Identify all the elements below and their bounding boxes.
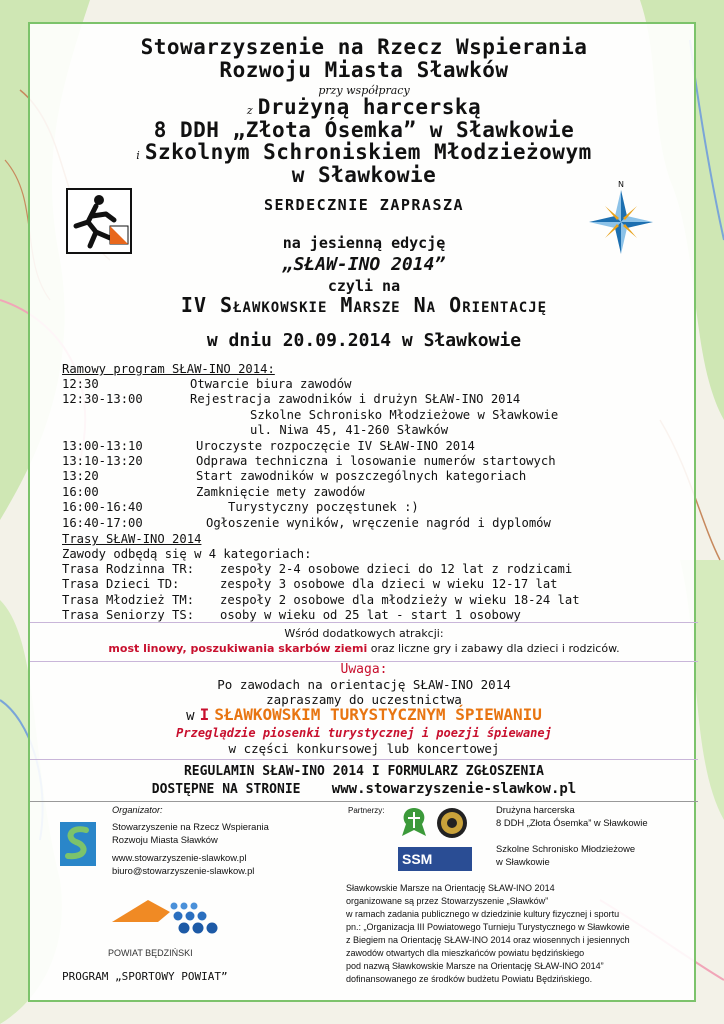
organizer-details — [112, 820, 269, 878]
website-link[interactable]: www.stowarzyszenie-slawkow.pl — [331, 781, 577, 797]
organizer-label: Organizator: — [112, 805, 163, 815]
program-time: 12:30 — [62, 377, 99, 391]
program-time: 16:00 — [62, 484, 99, 499]
program-row — [62, 469, 682, 484]
org-name-line2: Rozwoju Miasta Sławków — [219, 58, 509, 82]
sport-program-label: PROGRAM „SPORTOWY POWIAT” — [62, 970, 228, 983]
program-desc: Rejestracja zawodników i drużyn SŁAW-INO 2014 — [190, 392, 521, 407]
route-name: Trasa Młodzież TM: — [62, 592, 195, 607]
program-desc: Ogłoszenie wyników, wręczenie nagród i dyplomów — [206, 515, 551, 530]
funding-line: pn.: „Organizacja III Powiatowego Turnieju Turystycznego w Sławkowie — [346, 922, 630, 932]
note-line1: Po zawodach na orientację SŁAW-INO 2014 — [217, 677, 511, 692]
event-name: „SŁAW-INO 2014” — [282, 254, 446, 275]
powiat-logo-text: POWIAT BĘDZIŃSKI — [108, 948, 193, 958]
funding-line: zawodów otwartych dla mieszkańców powiatu będzińskiego — [346, 948, 585, 958]
divider — [30, 801, 698, 802]
routes-intro: Zawody odbędą się w 4 kategoriach: — [62, 547, 312, 561]
partner-line: w Sławkowie — [496, 856, 550, 868]
program-row — [62, 408, 682, 423]
event-full-title: IV Sławkowskie Marsze Na Orientację — [180, 293, 548, 317]
organizer-line: www.stowarzyszenie-slawkow.pl — [112, 851, 247, 863]
program-desc: Szkolne Schronisko Młodzieżowe w Sławkowie — [250, 407, 559, 422]
note-line2: zapraszamy do uczestnictwa — [266, 692, 462, 707]
cooperation-label: przy współpracy — [318, 84, 410, 97]
invite-line4: czyli na — [327, 277, 401, 295]
partner-scouts-text — [496, 803, 648, 830]
partner-line: Szkolne Schronisko Młodzieżowe — [496, 843, 636, 854]
program-row — [62, 423, 682, 438]
program-time: 13:20 — [62, 469, 99, 484]
program-row — [62, 439, 682, 454]
funding-info — [346, 882, 630, 986]
invite-line2: na jesienną edycję — [282, 234, 446, 252]
route-name: Trasa Seniorzy TS: — [62, 608, 195, 623]
route-desc: zespoły 2-4 osobowe dzieci do 12 lat z rodzicami — [220, 562, 573, 576]
route-desc: zespoły 2 osobowe dla młodzieży w wieku 18-24 lat — [220, 592, 580, 607]
partner-line6: w Sławkowie — [291, 163, 437, 187]
org-name-line1: Stowarzyszenie na Rzecz Wspierania — [140, 35, 588, 59]
program-row — [62, 500, 682, 515]
routes-list — [62, 562, 692, 624]
program-row — [62, 392, 682, 407]
svg-text:N: N — [618, 180, 624, 189]
funding-line: dofinansowanego ze środków budżetu Powiatu Będzińskiego. — [346, 974, 593, 984]
divider — [30, 759, 698, 760]
powiat-logo-icon — [108, 896, 228, 948]
route-row — [62, 577, 692, 592]
regulations-line1: REGULAMIN SŁAW-INO 2014 I FORMULARZ ZGŁOSZENIA — [183, 764, 545, 779]
route-desc: zespoły 3 osobowe dla dzieci w wieku 12-17 lat — [220, 577, 558, 592]
note-title: Uwaga: — [340, 662, 388, 677]
route-name: Trasa Rodzinna TR: — [62, 562, 195, 576]
team-badge-icon — [436, 806, 468, 840]
program-list — [62, 377, 682, 531]
organizer-line: biuro@stowarzyszenie-slawkow.pl — [112, 865, 255, 877]
partner-hostel-text — [496, 842, 635, 869]
partner-line5: i Szkolnym Schroniskiem Młodzieżowym — [136, 140, 592, 164]
divider — [30, 622, 698, 623]
program-title: Ramowy program SŁAW-INO 2014: — [62, 362, 275, 376]
event-date: w dniu 20.09.2014 w Sławkowie — [206, 330, 522, 351]
partner-line3: z Drużyną harcerską — [246, 95, 482, 119]
singing-subtitle: Przeglądzie piosenki turystycznej i poezji śpiewanej — [176, 726, 552, 740]
program-row — [62, 377, 682, 392]
route-name: Trasa Dzieci TD: — [62, 577, 180, 592]
partner-line4: 8 DDH „Złota Ósemka” w Sławkowie — [153, 118, 575, 142]
funding-line: organizowane są przez Stowarzyszenie „Sławków” — [346, 896, 549, 906]
partner-line: Drużyna harcerska — [496, 804, 575, 815]
program-row — [62, 485, 682, 500]
invitation-card — [28, 22, 696, 1002]
scouts-logo-icon — [398, 806, 430, 840]
route-row — [62, 593, 692, 608]
program-time: 16:00-16:40 — [62, 500, 143, 515]
program-row — [62, 454, 682, 469]
program-desc: Turystyczny poczęstunek :) — [228, 500, 419, 515]
program-desc: Zamknięcie mety zawodów — [196, 484, 365, 499]
invites-heading: SERDECZNIE ZAPRASZA — [263, 196, 465, 214]
note-line3: w części konkursowej lub koncertowej — [228, 741, 500, 756]
attractions-intro: Wśród dodatkowych atrakcji: — [284, 627, 444, 640]
program-time: 13:10-13:20 — [62, 453, 143, 468]
program-time: 16:40-17:00 — [62, 515, 143, 530]
program-desc: Odprawa techniczna i losowanie numerów startowych — [196, 453, 556, 468]
partner-line: 8 DDH „Złota Ósemka” w Sławkowie — [496, 817, 648, 829]
routes-title: Trasy SŁAW-INO 2014 — [62, 532, 202, 546]
partners-label: Partnerzy: — [348, 806, 385, 815]
funding-line: pod nazwą Sławkowskie Marsze na Orientację SŁAW-INO 2014” — [346, 961, 604, 971]
singing-event: w I SŁAWKOWSKIM TURYSTYCZNYM ŚPIEWANIU — [186, 705, 542, 724]
organizer-line: Stowarzyszenie na Rzecz Wspierania — [112, 821, 269, 832]
route-desc: osoby w wieku od 25 lat - start 1 osobowy — [220, 608, 521, 623]
route-row — [62, 562, 692, 577]
program-time: 12:30-13:00 — [62, 392, 143, 407]
program-desc: Start zawodników w poszczególnych kategoriach — [196, 469, 527, 484]
program-desc: ul. Niwa 45, 41-260 Sławków — [250, 423, 449, 438]
organizer-logo-icon — [60, 822, 96, 866]
program-desc: Uroczyste rozpoczęcie IV SŁAW-INO 2014 — [196, 438, 475, 453]
attractions-list: most linowy, poszukiwania skarbów ziemi oraz liczne gry i zabawy dla dzieci i rodziców. — [108, 642, 620, 655]
program-time: 13:00-13:10 — [62, 438, 143, 453]
organizer-line: Rozwoju Miasta Sławków — [112, 834, 218, 846]
program-desc: Otwarcie biura zawodów — [190, 377, 352, 391]
ssm-logo: SSM — [398, 847, 472, 871]
funding-line: z Biegiem na Orientację SŁAW-INO 2014 oraz wiosennych i jesiennych — [346, 935, 630, 945]
program-row — [62, 516, 682, 531]
funding-line: w ramach zadania publicznego w dziedzinie kultury fizycznej i sportu — [346, 909, 620, 919]
funding-line: Sławkowskie Marsze na Orientację SŁAW-INO 2014 — [346, 883, 555, 893]
regulations-line2: DOSTĘPNE NA STRONIE www.stowarzyszenie-slawkow.pl — [151, 781, 577, 797]
